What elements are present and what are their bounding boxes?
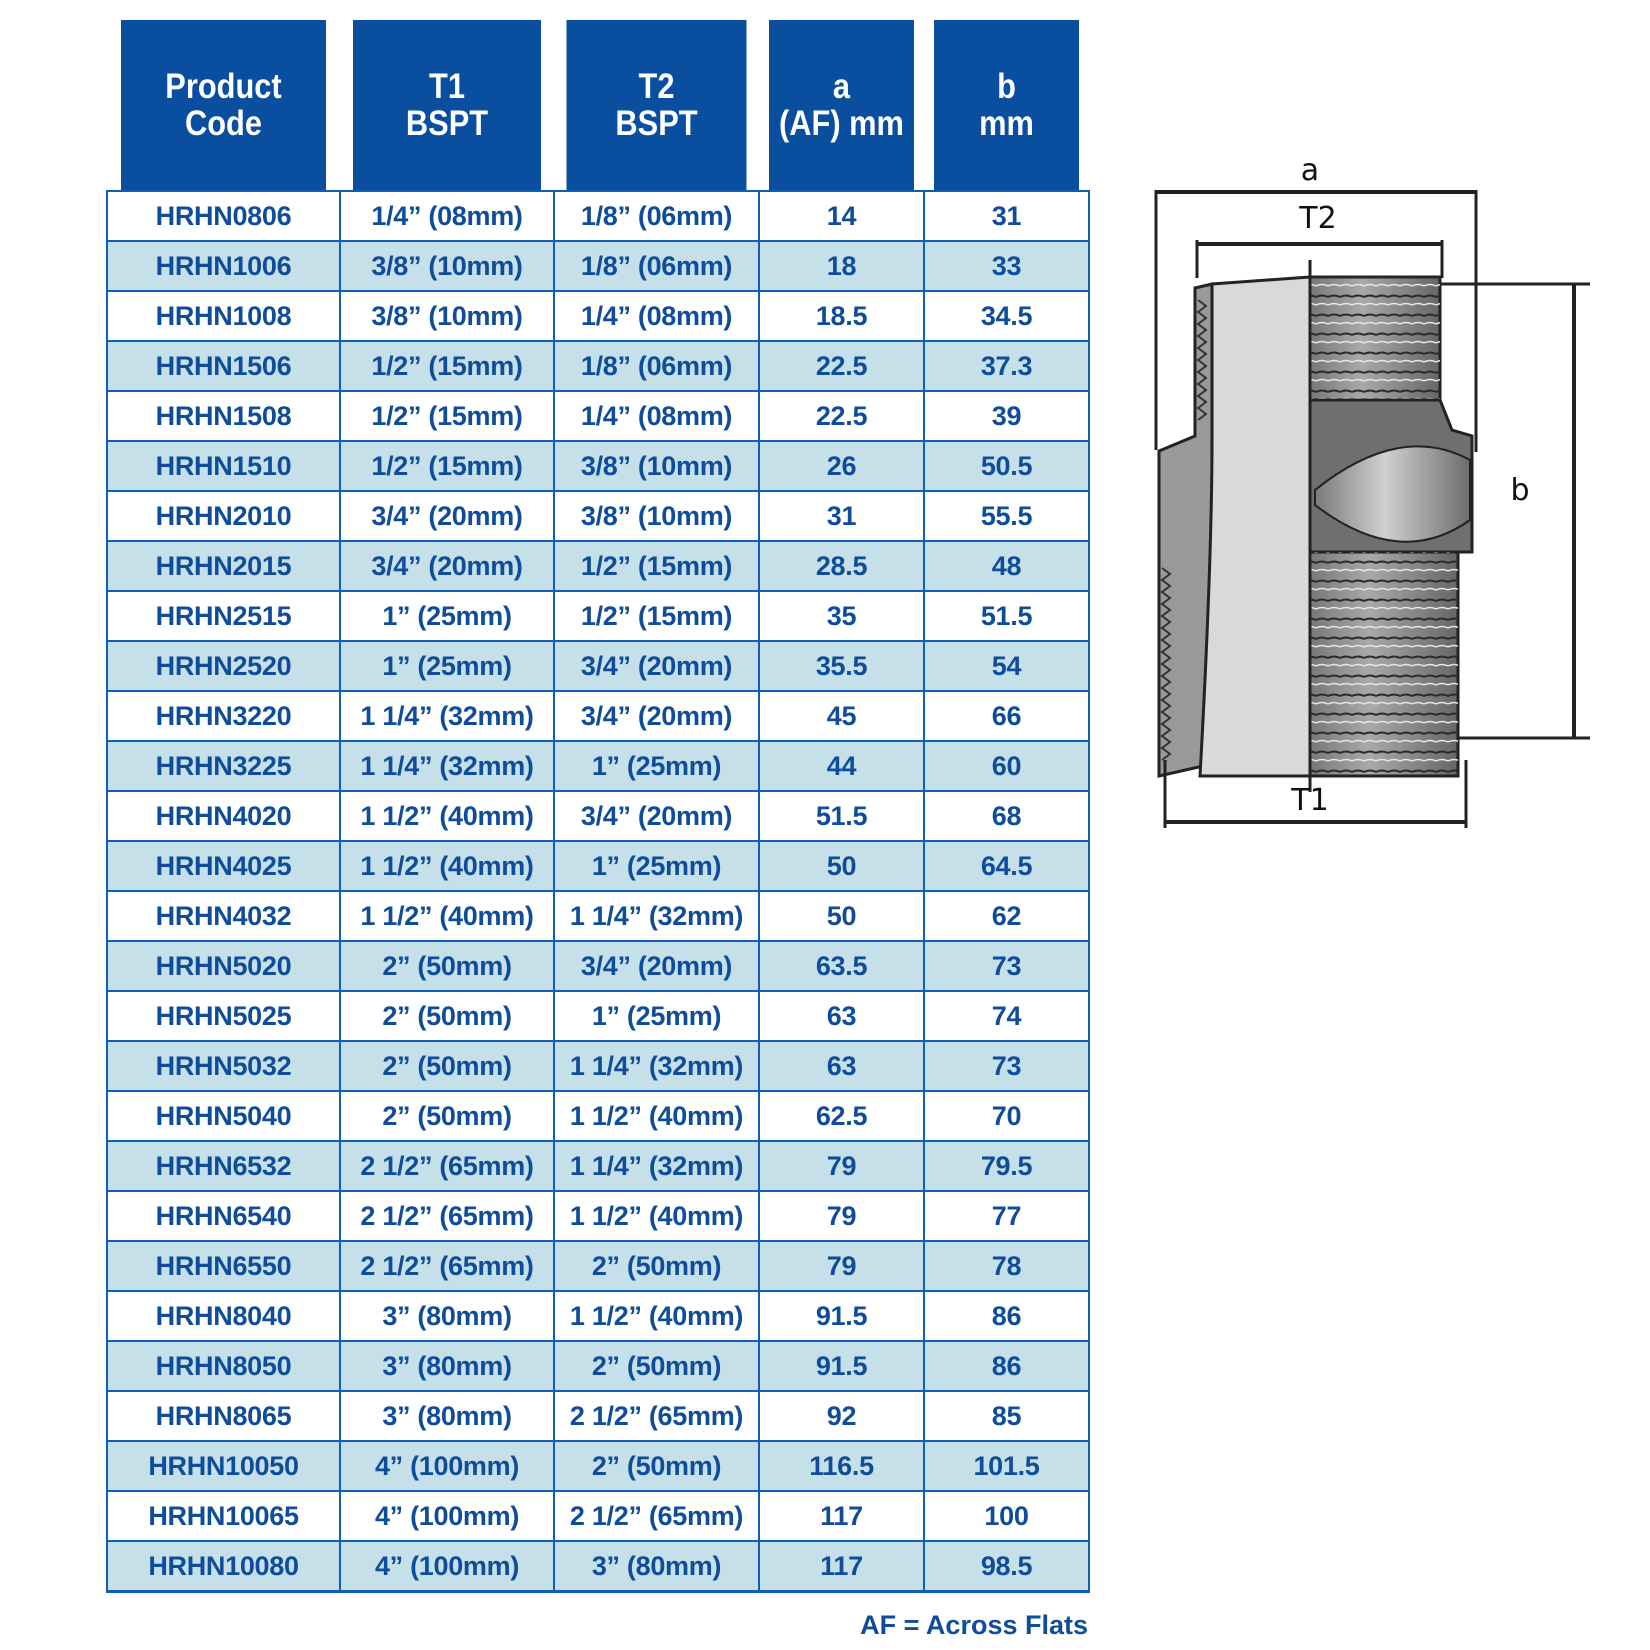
t2-cell: 1/2” (15mm) [554, 541, 759, 591]
table-row [107, 741, 1089, 791]
a-cell: 63 [759, 991, 924, 1041]
t1-cell: 4” (100mm) [340, 1491, 554, 1541]
a-cell: 35 [759, 591, 924, 641]
product-code-cell: HRHN2520 [107, 641, 340, 691]
b-cell: 62 [924, 891, 1089, 941]
t2-cell: 1/4” (08mm) [554, 291, 759, 341]
t2-cell: 1 1/2” (40mm) [554, 1291, 759, 1341]
b-cell: 70 [924, 1091, 1089, 1141]
table-row [107, 591, 1089, 641]
table-row [107, 1441, 1089, 1491]
t1-cell: 2 1/2” (65mm) [340, 1191, 554, 1241]
header-line: a [832, 67, 851, 106]
b-cell: 86 [924, 1291, 1089, 1341]
b-cell: 66 [924, 691, 1089, 741]
b-cell: 60 [924, 741, 1089, 791]
product-code-cell: HRHN6532 [107, 1141, 340, 1191]
t1-cell: 1/2” (15mm) [340, 441, 554, 491]
t2-cell: 1/2” (15mm) [554, 591, 759, 641]
a-cell: 116.5 [759, 1441, 924, 1491]
product-code-cell: HRHN4025 [107, 841, 340, 891]
t1-cell: 1” (25mm) [340, 591, 554, 641]
t2-cell: 1/8” (06mm) [554, 241, 759, 291]
t1-cell: 3/4” (20mm) [340, 491, 554, 541]
footnote: AF = Across Flats [860, 1610, 1088, 1640]
product-code-cell: HRHN1006 [107, 241, 340, 291]
product-code-cell: HRHN5025 [107, 991, 340, 1041]
product-code-cell: HRHN5020 [107, 941, 340, 991]
table-row [107, 341, 1089, 391]
t1-cell: 2” (50mm) [340, 991, 554, 1041]
a-cell: 51.5 [759, 791, 924, 841]
t1-cell: 1/2” (15mm) [340, 341, 554, 391]
table-row [107, 941, 1089, 991]
table-row [107, 391, 1089, 441]
table-row [107, 541, 1089, 591]
a-cell: 117 [759, 1491, 924, 1541]
a-cell: 117 [759, 1541, 924, 1592]
b-cell: 100 [924, 1491, 1089, 1541]
a-cell: 50 [759, 891, 924, 941]
b-cell: 54 [924, 641, 1089, 691]
header-line: BSPT [615, 104, 698, 143]
t1-cell: 2 1/2” (65mm) [340, 1241, 554, 1291]
a-cell: 91.5 [759, 1291, 924, 1341]
label-t2: T2 [1299, 201, 1337, 236]
a-cell: 22.5 [759, 341, 924, 391]
t1-cell: 4” (100mm) [340, 1541, 554, 1592]
b-cell: 98.5 [924, 1541, 1089, 1592]
table-row [107, 1491, 1089, 1541]
t1-cell: 3” (80mm) [340, 1341, 554, 1391]
header-cell [934, 20, 1079, 191]
product-code-cell: HRHN6540 [107, 1191, 340, 1241]
t2-cell: 1 1/4” (32mm) [554, 1141, 759, 1191]
t1-cell: 1/4” (08mm) [340, 191, 554, 241]
table-row [107, 1541, 1089, 1592]
table-row [107, 641, 1089, 691]
product-code-cell: HRHN4032 [107, 891, 340, 941]
product-code-cell: HRHN6550 [107, 1241, 340, 1291]
table-row [107, 841, 1089, 891]
table-row [107, 491, 1089, 541]
label-t1: T1 [1291, 783, 1329, 818]
b-cell: 55.5 [924, 491, 1089, 541]
table-row [107, 1241, 1089, 1291]
table-row [107, 1091, 1089, 1141]
product-code-cell: HRHN8040 [107, 1291, 340, 1341]
t1-cell: 2 1/2” (65mm) [340, 1141, 554, 1191]
product-code-cell: HRHN2010 [107, 491, 340, 541]
b-cell: 79.5 [924, 1141, 1089, 1191]
b-cell: 64.5 [924, 841, 1089, 891]
a-cell: 28.5 [759, 541, 924, 591]
product-code-cell: HRHN1510 [107, 441, 340, 491]
t2-cell: 1” (25mm) [554, 991, 759, 1041]
table-row [107, 241, 1089, 291]
a-cell: 63.5 [759, 941, 924, 991]
table-row [107, 891, 1089, 941]
table-row [107, 991, 1089, 1041]
t2-cell: 3/4” (20mm) [554, 641, 759, 691]
a-cell: 18.5 [759, 291, 924, 341]
outside-view [1310, 277, 1472, 776]
t1-cell: 3” (80mm) [340, 1391, 554, 1441]
dimension-t2 [1197, 201, 1442, 278]
t2-cell: 1/8” (06mm) [554, 341, 759, 391]
fitting-diagram [1100, 160, 1620, 860]
header-line: b [997, 67, 1016, 106]
product-code-cell: HRHN2515 [107, 591, 340, 641]
a-cell: 35.5 [759, 641, 924, 691]
header-line: BSPT [405, 104, 489, 143]
product-code-cell: HRHN10050 [107, 1441, 340, 1491]
product-code-cell: HRHN1008 [107, 291, 340, 341]
a-cell: 26 [759, 441, 924, 491]
table-row [107, 1341, 1089, 1391]
a-cell: 22.5 [759, 391, 924, 441]
a-cell: 79 [759, 1241, 924, 1291]
header-cell [121, 20, 326, 191]
table-row [107, 191, 1089, 241]
table-body [107, 191, 1089, 1592]
t1-cell: 3/8” (10mm) [340, 291, 554, 341]
a-cell: 92 [759, 1391, 924, 1441]
product-code-cell: HRHN1508 [107, 391, 340, 441]
b-cell: 73 [924, 941, 1089, 991]
b-cell: 85 [924, 1391, 1089, 1441]
table-header-row [107, 20, 1089, 191]
t2-cell: 2” (50mm) [554, 1241, 759, 1291]
a-cell: 79 [759, 1141, 924, 1191]
t2-cell: 3/8” (10mm) [554, 491, 759, 541]
b-cell: 74 [924, 991, 1089, 1041]
header-line: T1 [429, 67, 465, 106]
a-cell: 91.5 [759, 1341, 924, 1391]
t1-cell: 4” (100mm) [340, 1441, 554, 1491]
product-code-cell: HRHN10080 [107, 1541, 340, 1592]
a-cell: 79 [759, 1191, 924, 1241]
product-code-cell: HRHN1506 [107, 341, 340, 391]
table-row [107, 1391, 1089, 1441]
label-b: b [1510, 473, 1530, 508]
t1-cell: 1 1/2” (40mm) [340, 841, 554, 891]
header-cell [769, 20, 914, 191]
header-cell [353, 20, 541, 191]
header-line: Code [185, 104, 262, 143]
header-line: Product [165, 67, 282, 106]
t1-cell: 2” (50mm) [340, 1091, 554, 1141]
table-row [107, 291, 1089, 341]
t2-cell: 1/4” (08mm) [554, 391, 759, 441]
product-code-cell: HRHN3225 [107, 741, 340, 791]
table-row [107, 1141, 1089, 1191]
t1-cell: 3” (80mm) [340, 1291, 554, 1341]
product-code-cell: HRHN2015 [107, 541, 340, 591]
section-view [1159, 277, 1310, 776]
a-cell: 18 [759, 241, 924, 291]
table-row [107, 1291, 1089, 1341]
header-line: (AF) mm [779, 104, 904, 143]
b-cell: 33 [924, 241, 1089, 291]
t1-cell: 1/2” (15mm) [340, 391, 554, 441]
table-row [107, 1191, 1089, 1241]
t1-cell: 1 1/2” (40mm) [340, 791, 554, 841]
dimensions-table [106, 20, 1090, 1593]
table-row [107, 441, 1089, 491]
table-row [107, 791, 1089, 841]
table-row [107, 691, 1089, 741]
b-cell: 51.5 [924, 591, 1089, 641]
product-code-cell: HRHN10065 [107, 1491, 340, 1541]
t1-cell: 2” (50mm) [340, 1041, 554, 1091]
b-cell: 78 [924, 1241, 1089, 1291]
label-a: a [1300, 160, 1320, 188]
t2-cell: 1 1/4” (32mm) [554, 891, 759, 941]
t1-cell: 2” (50mm) [340, 941, 554, 991]
a-cell: 63 [759, 1041, 924, 1091]
t2-cell: 1” (25mm) [554, 741, 759, 791]
t2-cell: 2” (50mm) [554, 1441, 759, 1491]
t2-cell: 2 1/2” (65mm) [554, 1391, 759, 1441]
header-cell [566, 20, 746, 191]
t2-cell: 2” (50mm) [554, 1341, 759, 1391]
t2-cell: 1/8” (06mm) [554, 191, 759, 241]
header-line: T2 [638, 67, 675, 106]
table-row [107, 1041, 1089, 1091]
b-cell: 50.5 [924, 441, 1089, 491]
t1-cell: 3/8” (10mm) [340, 241, 554, 291]
t2-cell: 3” (80mm) [554, 1541, 759, 1592]
t1-cell: 1 1/4” (32mm) [340, 741, 554, 791]
t2-cell: 1 1/4” (32mm) [554, 1041, 759, 1091]
b-cell: 101.5 [924, 1441, 1089, 1491]
t1-cell: 1 1/2” (40mm) [340, 891, 554, 941]
t2-cell: 3/4” (20mm) [554, 791, 759, 841]
b-cell: 34.5 [924, 291, 1089, 341]
b-cell: 37.3 [924, 341, 1089, 391]
t2-cell: 3/4” (20mm) [554, 691, 759, 741]
b-cell: 77 [924, 1191, 1089, 1241]
product-code-cell: HRHN8065 [107, 1391, 340, 1441]
b-cell: 86 [924, 1341, 1089, 1391]
b-cell: 39 [924, 391, 1089, 441]
t2-cell: 3/8” (10mm) [554, 441, 759, 491]
t1-cell: 1 1/4” (32mm) [340, 691, 554, 741]
t2-cell: 2 1/2” (65mm) [554, 1491, 759, 1541]
a-cell: 62.5 [759, 1091, 924, 1141]
b-cell: 73 [924, 1041, 1089, 1091]
a-cell: 31 [759, 491, 924, 541]
t1-cell: 1” (25mm) [340, 641, 554, 691]
b-cell: 31 [924, 191, 1089, 241]
t2-cell: 3/4” (20mm) [554, 941, 759, 991]
product-code-cell: HRHN5040 [107, 1091, 340, 1141]
product-code-cell: HRHN5032 [107, 1041, 340, 1091]
a-cell: 14 [759, 191, 924, 241]
product-code-cell: HRHN3220 [107, 691, 340, 741]
a-cell: 45 [759, 691, 924, 741]
product-code-cell: HRHN4020 [107, 791, 340, 841]
t2-cell: 1 1/2” (40mm) [554, 1191, 759, 1241]
b-cell: 48 [924, 541, 1089, 591]
product-code-cell: HRHN0806 [107, 191, 340, 241]
header-line: mm [979, 104, 1034, 143]
t1-cell: 3/4” (20mm) [340, 541, 554, 591]
t2-cell: 1” (25mm) [554, 841, 759, 891]
t2-cell: 1 1/2” (40mm) [554, 1091, 759, 1141]
a-cell: 50 [759, 841, 924, 891]
a-cell: 44 [759, 741, 924, 791]
b-cell: 68 [924, 791, 1089, 841]
product-code-cell: HRHN8050 [107, 1341, 340, 1391]
